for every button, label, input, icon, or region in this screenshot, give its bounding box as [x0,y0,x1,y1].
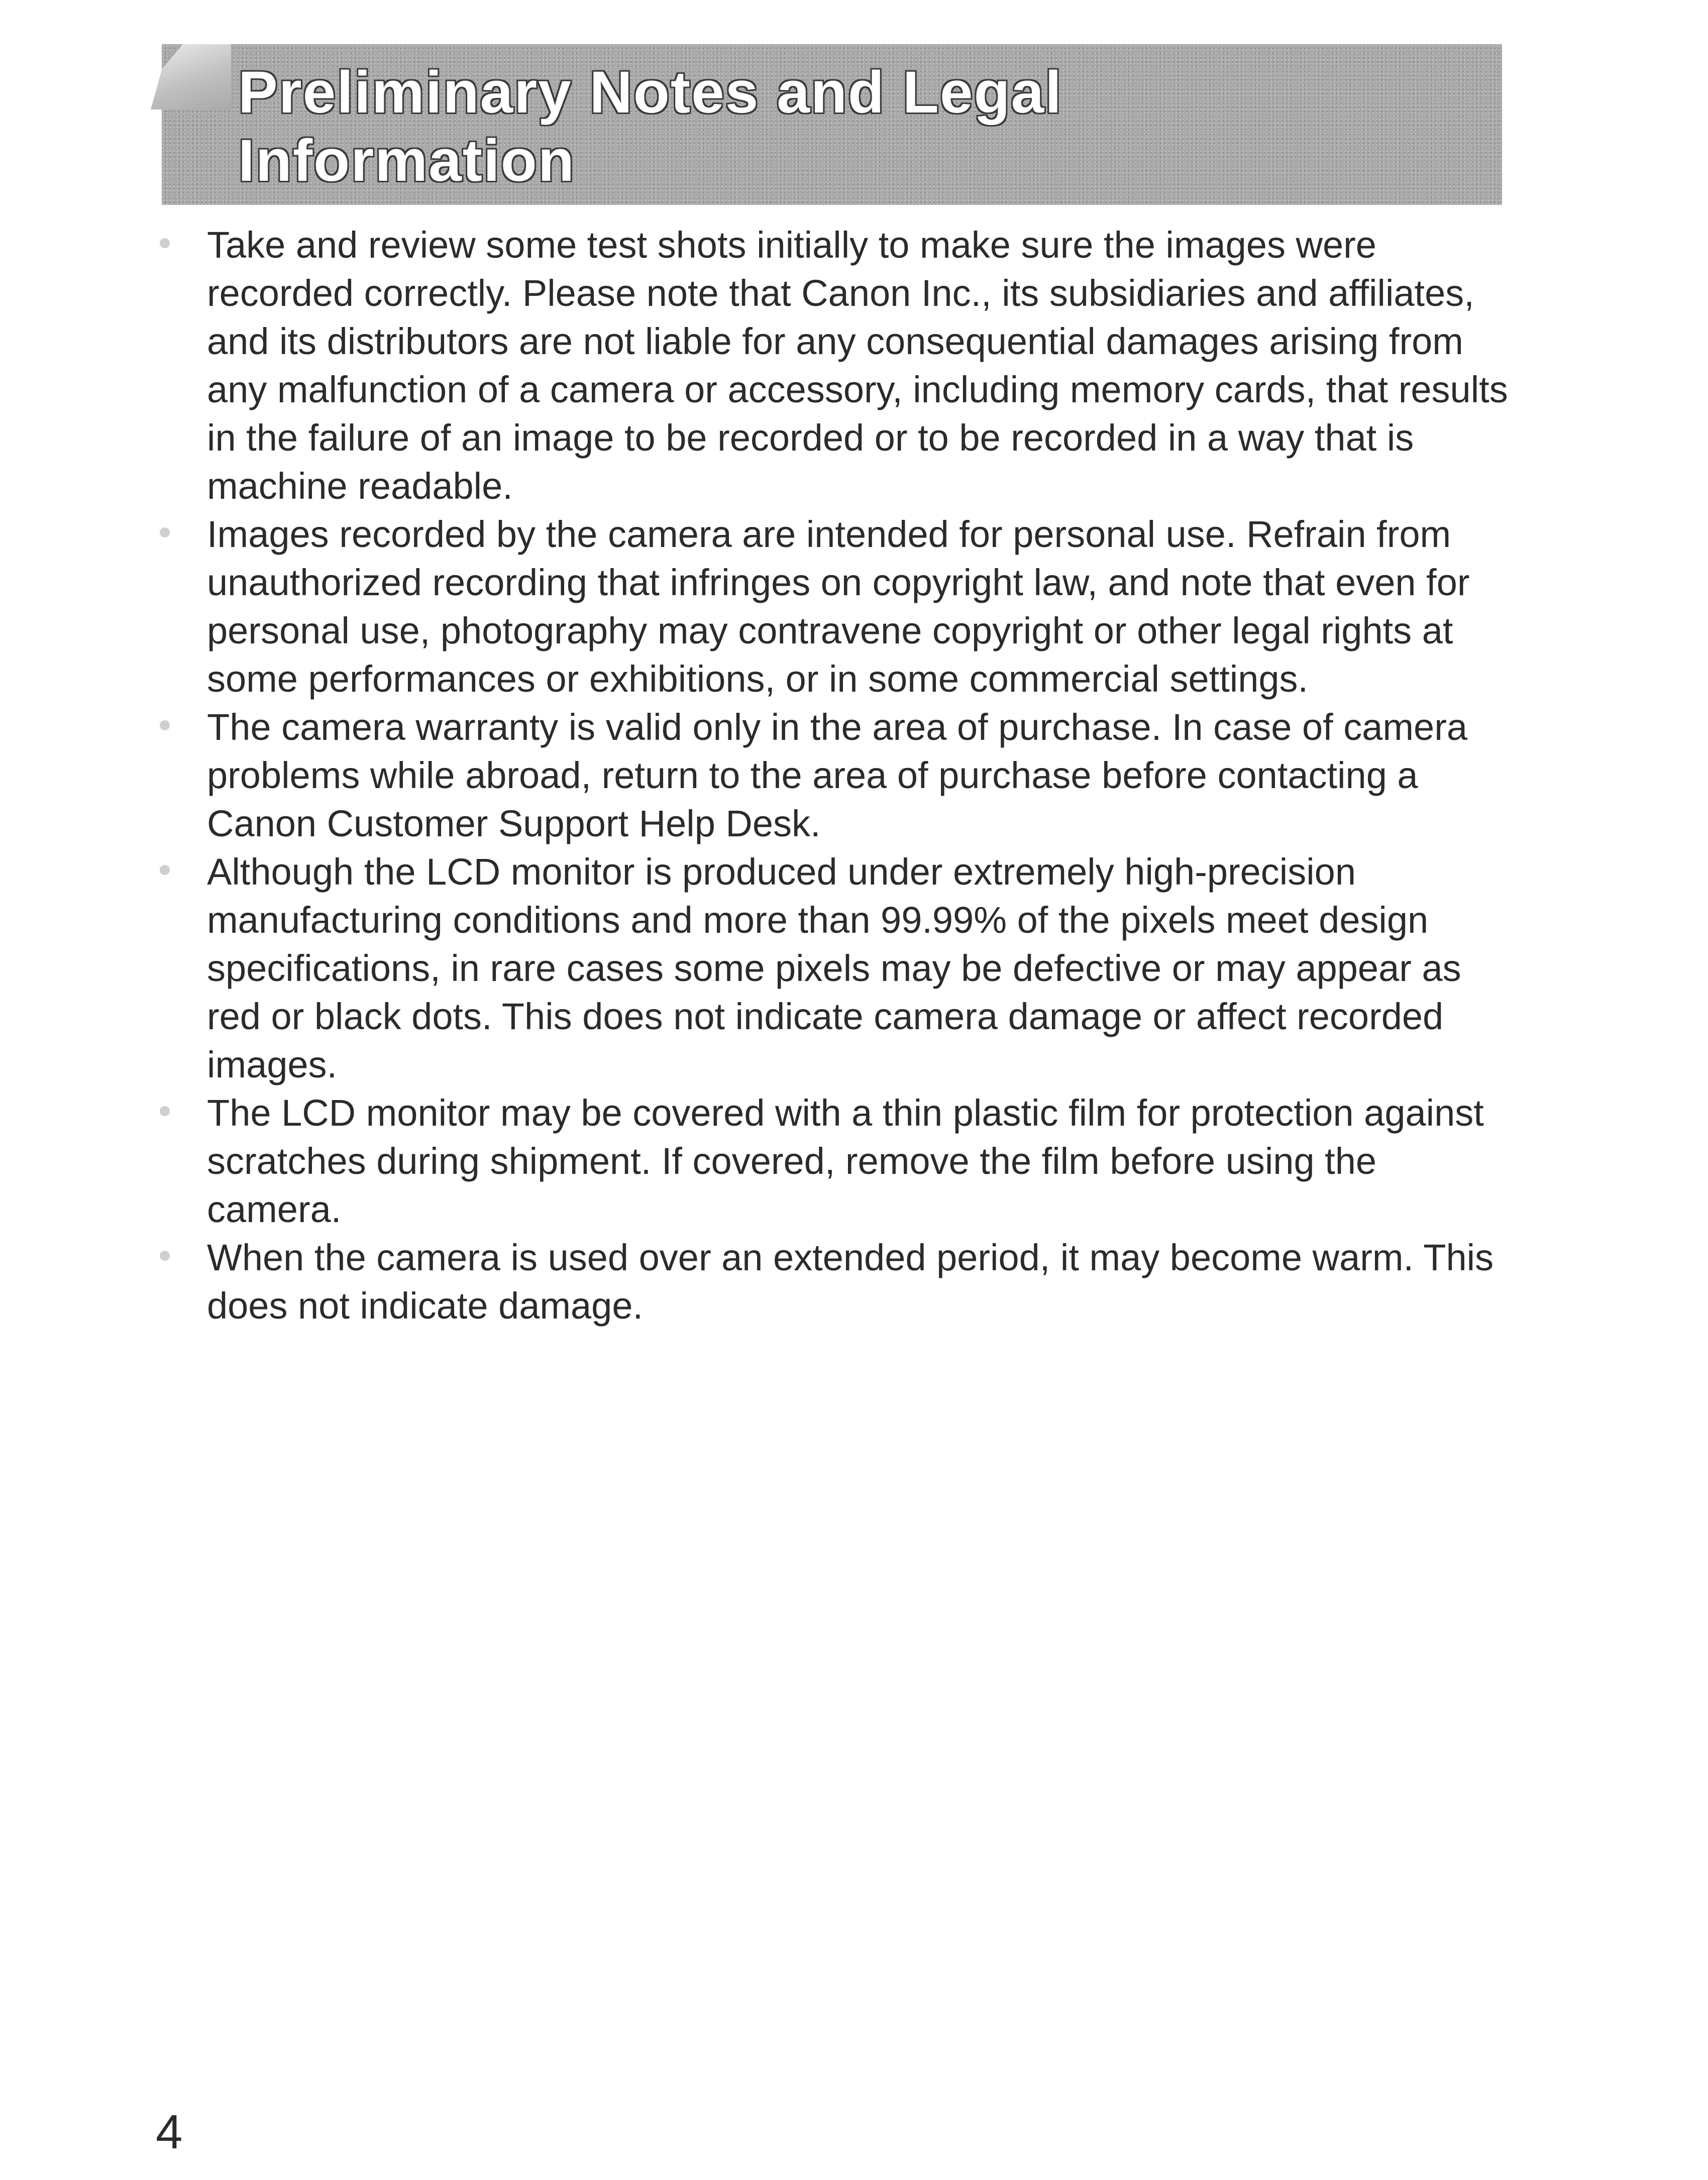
title-tab-decoration [151,44,231,110]
note-item [151,703,1517,848]
note-item [151,848,1517,1089]
note-text: Images recorded by the camera are intended for personal use. Refrain from unauthorized recording that infringes on copyright law, and note that even for personal use, photography may contravene copyright or other legal rights at some performances or exhibitions, or in some commercial settings. [207,513,1470,700]
bullet-icon [160,1251,170,1261]
notes-list [151,221,1517,1330]
note-text: When the camera is used over an extended period, it may become warm. This does not indicate damage. [207,1237,1494,1327]
title-banner [162,44,1502,205]
bullet-icon [160,1106,170,1116]
note-item [151,1234,1517,1330]
note-text: Although the LCD monitor is produced under extremely high-precision manufacturing conditions and more than 99.99% of the pixels meet design specifications, in rare cases some pixels may be defective or may appear as red or black dots. This does not indicate camera damage or affect recorded images. [207,851,1461,1085]
note-text: The camera warranty is valid only in the area of purchase. In case of camera problems while abroad, return to the area of purchase before contacting a Canon Customer Support Help Desk. [207,706,1467,844]
bullet-icon [160,527,170,537]
note-item [151,510,1517,703]
note-item [151,221,1517,510]
note-text: Take and review some test shots initially to make sure the images were recorded correctly. Please note that Canon Inc., its subsidiaries and affiliates, and its distributors are not liable for any consequential damages arising from any malfunction of a camera or accessory, including memory cards, that results in the failure of an image to be recorded or to be recorded in a way that is machine readable. [207,224,1508,507]
note-item [151,1089,1517,1234]
bullet-icon [160,238,170,248]
bullet-icon [160,720,170,730]
bullet-icon [160,865,170,875]
note-text: The LCD monitor may be covered with a thin plastic film for protection against scratches during shipment. If covered, remove the film before using the camera. [207,1092,1484,1230]
page-number: 4 [156,2105,183,2159]
page-title: Preliminary Notes and Legal Information [238,59,1062,194]
